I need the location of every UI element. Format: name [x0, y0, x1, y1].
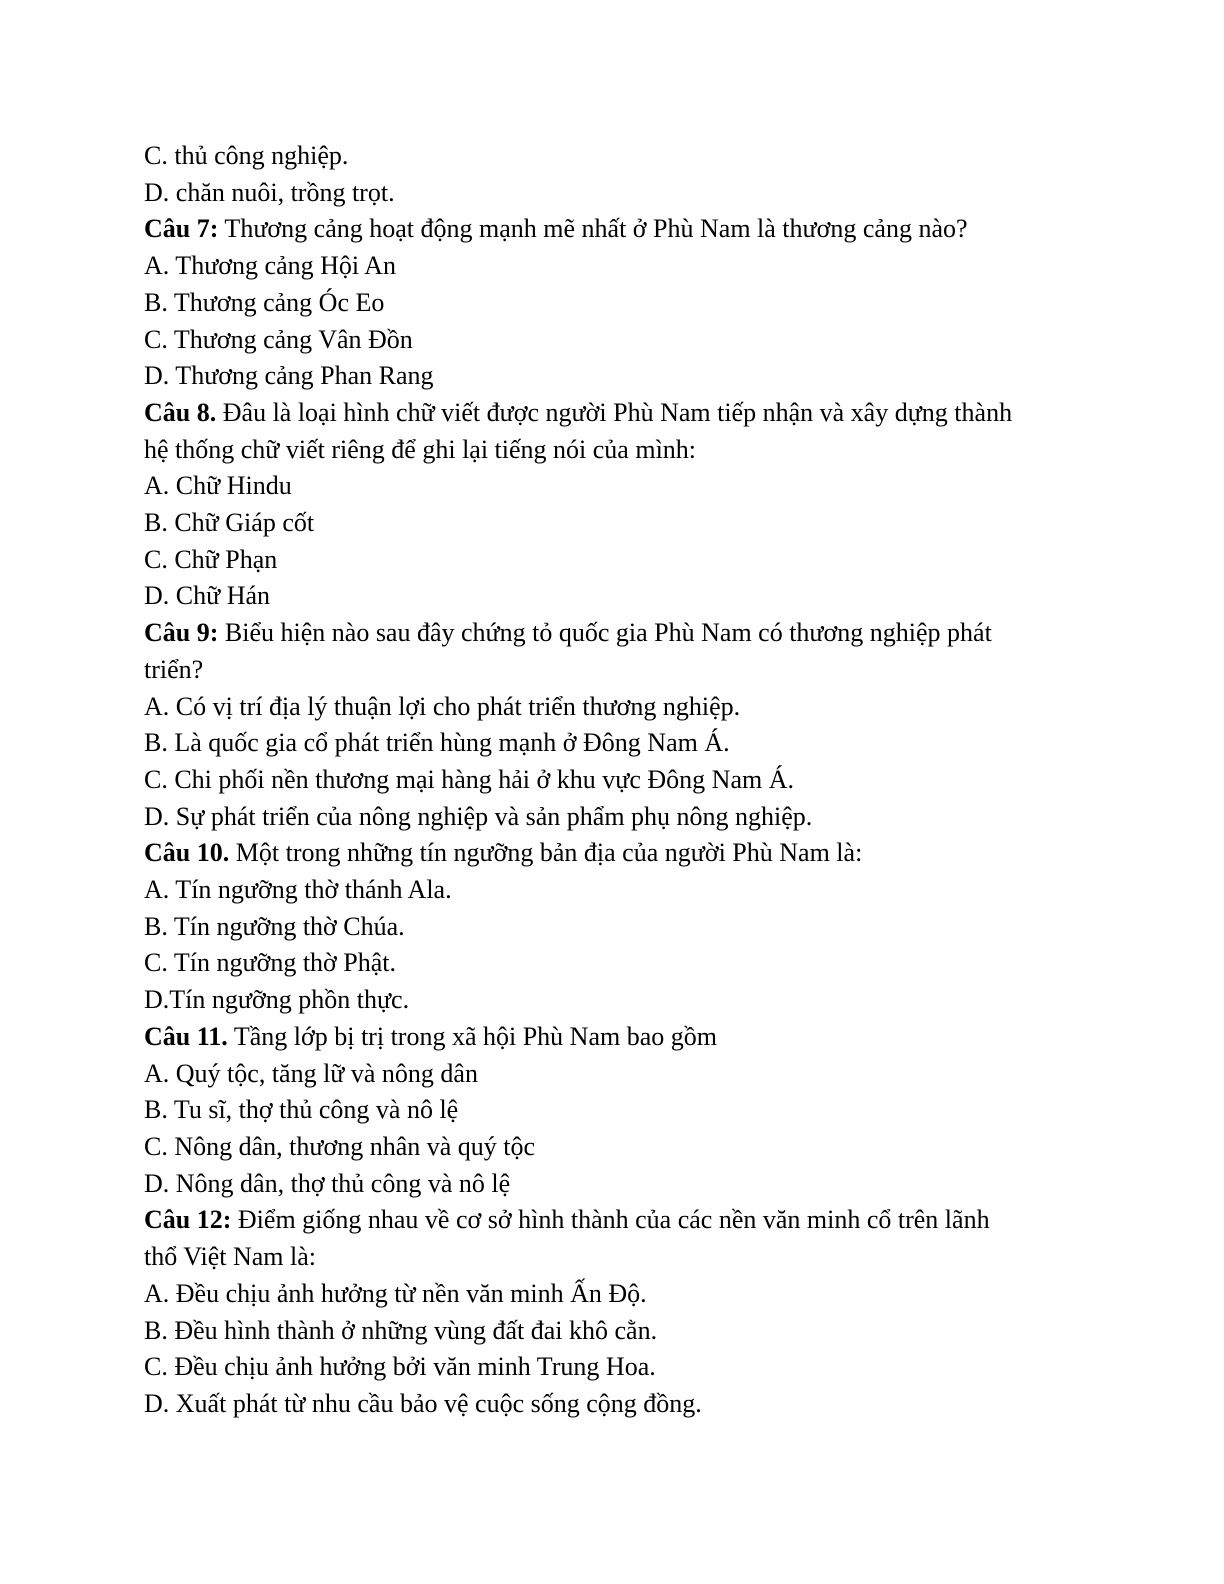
answer-line: B. Tu sĩ, thợ thủ công và nô lệ — [144, 1095, 459, 1125]
answer-line: C. Đều chịu ảnh hưởng bởi văn minh Trung Hoa. — [144, 1352, 656, 1382]
question-number: Câu 8. — [144, 397, 217, 427]
question-line — [144, 395, 1084, 432]
answer-line: D.Tín ngưỡng phồn thực. — [144, 985, 410, 1015]
answer-line: triển? — [144, 654, 204, 684]
answer-line: hệ thống chữ viết riêng để ghi lại tiếng nói của mình: — [144, 434, 697, 464]
answer-line: A. Tín ngưỡng thờ thánh Ala. — [144, 875, 452, 905]
answer-line: A. Quý tộc, tăng lữ và nông dân — [144, 1058, 478, 1088]
answer-line: D. Xuất phát từ nhu cầu bảo vệ cuộc sống cộng đồng. — [144, 1388, 702, 1418]
answer-line: A. Thương cảng Hội An — [144, 251, 396, 281]
question-text: Điểm giống nhau về cơ sở hình thành của các nền văn minh cổ trên lãnh — [231, 1205, 990, 1235]
question-line — [144, 1019, 1084, 1056]
question-number: Câu 11. — [144, 1021, 228, 1051]
question-number: Câu 9: — [144, 618, 219, 648]
question-text: Biểu hiện nào sau đây chứng tỏ quốc gia Phù Nam có thương nghiệp phát — [218, 618, 992, 648]
answer-line: A. Chữ Hindu — [144, 471, 292, 501]
answer-line: C. Chi phối nền thương mại hàng hải ở khu vực Đông Nam Á. — [144, 764, 794, 794]
answer-line: C. Chữ Phạn — [144, 544, 278, 574]
question-text: Thương cảng hoạt động mạnh mẽ nhất ở Phù Nam là thương cảng nào? — [218, 214, 968, 244]
question-text: Tầng lớp bị trị trong xã hội Phù Nam bao gồm — [227, 1021, 717, 1051]
question-text: Một trong những tín ngưỡng bản địa của người Phù Nam là: — [229, 838, 863, 868]
answer-line: A. Đều chịu ảnh hưởng từ nền văn minh Ấn Độ. — [144, 1278, 647, 1308]
question-text: Đâu là loại hình chữ viết được người Phù Nam tiếp nhận và xây dựng thành — [216, 397, 1013, 427]
answer-line: C. Nông dân, thương nhân và quý tộc — [144, 1131, 536, 1161]
answer-line: B. Đều hình thành ở những vùng đất đai khô cằn. — [144, 1315, 658, 1345]
question-line — [144, 615, 1084, 652]
question-line — [144, 211, 1084, 248]
answer-line: thổ Việt Nam là: — [144, 1242, 316, 1272]
answer-line: D. Sự phát triển của nông nghiệp và sản phẩm phụ nông nghiệp. — [144, 801, 813, 831]
answer-line: C. thủ công nghiệp. — [144, 141, 349, 170]
document-page — [144, 138, 1084, 1423]
question-number: Câu 10. — [144, 838, 230, 868]
answer-line: B. Là quốc gia cổ phát triển hùng mạnh ở Đông Nam Á. — [144, 728, 730, 758]
answer-line: D. Nông dân, thợ thủ công và nô lệ — [144, 1168, 511, 1198]
answer-line: C. Tín ngưỡng thờ Phật. — [144, 948, 397, 978]
question-number: Câu 12: — [144, 1205, 232, 1235]
question-number: Câu 7: — [144, 214, 219, 244]
answer-line: B. Tín ngưỡng thờ Chúa. — [144, 911, 405, 941]
answer-line: D. Chữ Hán — [144, 581, 271, 611]
question-line — [144, 1202, 1084, 1239]
answer-line: B. Thương cảng Óc Eo — [144, 287, 385, 317]
answer-line: D. Thương cảng Phan Rang — [144, 361, 434, 391]
answer-line: A. Có vị trí địa lý thuận lợi cho phát triển thương nghiệp. — [144, 691, 741, 721]
answer-line: B. Chữ Giáp cốt — [144, 508, 315, 538]
answer-line: C. Thương cảng Vân Đồn — [144, 324, 413, 354]
question-line — [144, 835, 1084, 872]
answer-line: D. chăn nuôi, trồng trọt. — [144, 177, 395, 207]
